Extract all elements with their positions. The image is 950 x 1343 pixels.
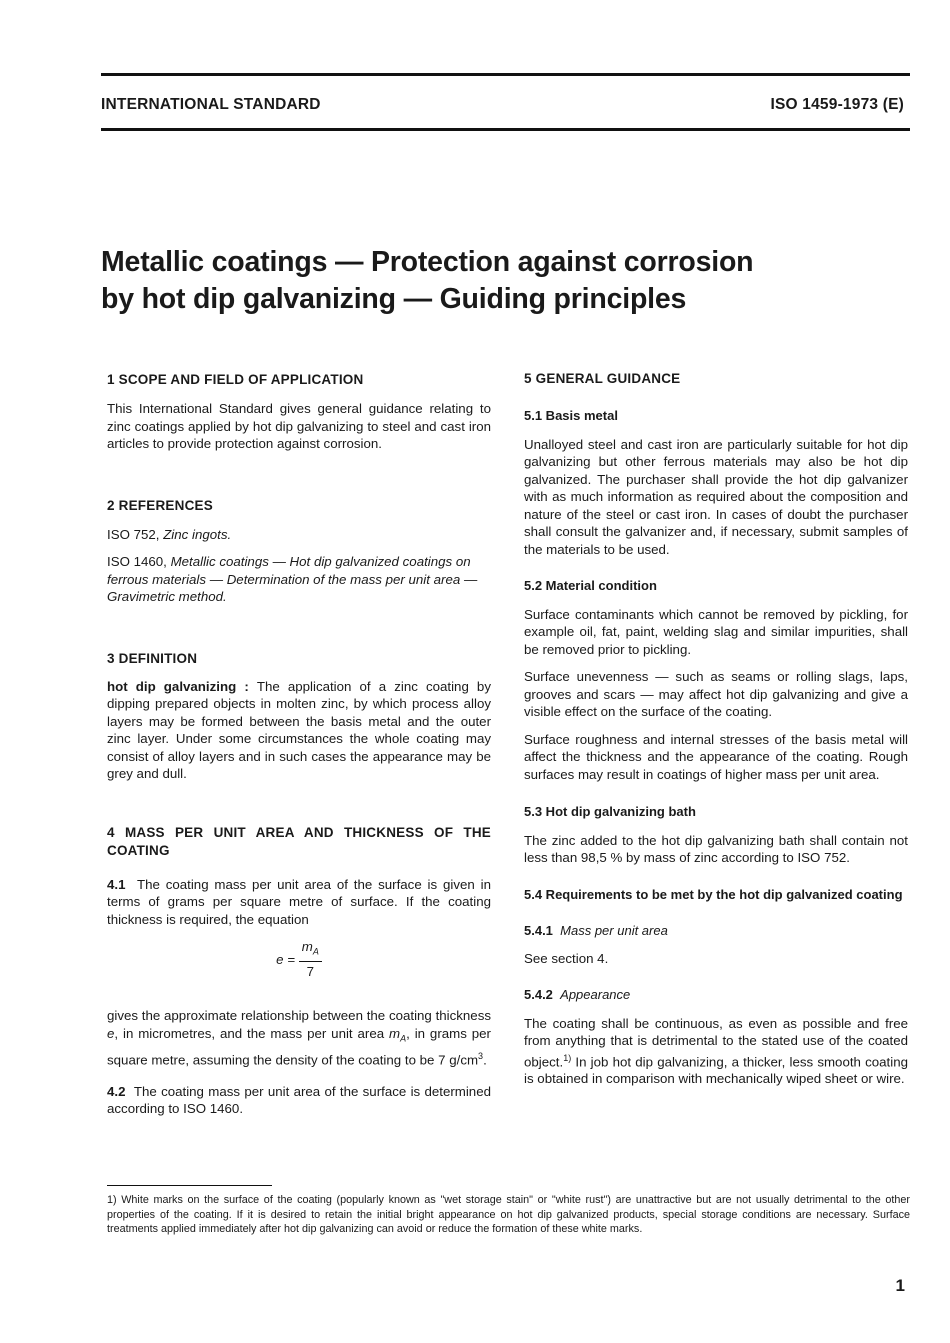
- clause-5-3-text: The zinc added to the hot dip galvanizing bath shall contain not less than 98,5 % by mass of zinc according to ISO 752.: [524, 832, 908, 865]
- clause-5-2-paragraph-1: Surface contaminants which cannot be removed by pickling, for example oil, fat, paint, welding slag and similar impurities, shall be removed prior to pickling.: [524, 606, 908, 657]
- clause-4-1-text: 4.1 The coating mass per unit area of the surface is given in terms of grams per square metre of surface. If the coating thickness is required, the equation: [107, 876, 491, 927]
- footnote-1: 1) White marks on the surface of the coating (popularly known as "wet storage stain" or "white rust") are unattractive but are not usually detrimental to the other properties of the coating. If it is desired to retain the initial bright appearance on hot dip galvanized products, special storage conditions are necessary. Surface treatments applied immediately after hot dip galvanizing can avoid or reduce the formation of these white marks.: [107, 1194, 910, 1235]
- clause-5-4-1-text: See section 4.: [524, 950, 609, 966]
- clause-4-2-text: 4.2 The coating mass per unit area of the surface is determined according to ISO 1460.: [107, 1083, 491, 1117]
- header-bottom-rule: [101, 128, 910, 131]
- section-3-heading: 3 DEFINITION: [107, 650, 198, 666]
- section-2-heading: 2 REFERENCES: [107, 497, 213, 513]
- footnote-rule: [107, 1185, 272, 1186]
- clause-5-4-1-heading: 5.4.1 Mass per unit area: [524, 923, 668, 938]
- thickness-equation: [107, 938, 491, 993]
- clause-4-1-continuation: gives the approximate relationship between the coating thickness e, in micrometres, and the mass per unit area $m_A$, in grams per square metre, assuming the density of the coating to be 7 $g/cm^3$.: [107, 1008, 491, 1068]
- defined-term: hot dip galvanizing :: [107, 678, 257, 694]
- clause-5-4-2-heading: 5.4.2 Appearance: [524, 987, 631, 1002]
- equation-denominator: 7: [306, 963, 314, 979]
- clause-5-4-2-text: The coating shall be continuous, as even as possible and free from anything that is detrimental to the stated use of the coated object.$^{1)}$ In job hot dip galvanizing, a thicker, less smooth coating is obtained in comparison with mechanically wiped sheet or wire.: [524, 1015, 908, 1087]
- header-standard-label: INTERNATIONAL STANDARD: [101, 96, 321, 113]
- footnote-reference: 1): [563, 1052, 572, 1063]
- section-3-definition: hot dip galvanizing : The application of a zinc coating by dipping prepared objects in molten zinc, by which process alloy layers may be formed between the basis metal and the outer zinc layer. Under some circumstances the whole coating may consist of alloy layers and in such cases the appearance may be grey and dull.: [107, 678, 491, 781]
- left-column: [107, 367, 491, 1118]
- section-5-heading: 5 GENERAL GUIDANCE: [524, 371, 681, 386]
- title-line-1: Metallic coatings — Protection against corrosion: [101, 246, 754, 278]
- clause-5-1-heading: 5.1 Basis metal: [524, 408, 618, 423]
- page-number: 1: [895, 1276, 905, 1295]
- page-title: [101, 244, 861, 318]
- header-document-number: ISO 1459-1973 (E): [770, 96, 904, 113]
- clause-5-2-heading: 5.2 Material condition: [524, 578, 657, 593]
- equation-fraction: [299, 938, 322, 982]
- section-4-heading: 4 MASS PER UNIT AREA AND THICKNESS OF THE COATING: [107, 824, 491, 858]
- clause-5-3-heading: 5.3 Hot dip galvanizing bath: [524, 804, 696, 819]
- title-line-2: by hot dip galvanizing — Guiding principles: [101, 283, 687, 315]
- reference-iso-752: ISO 752, Zinc ingots.: [107, 526, 232, 542]
- section-1-heading: 1 SCOPE AND FIELD OF APPLICATION: [107, 372, 364, 387]
- reference-iso-1460: ISO 1460, Metallic coatings — Hot dip galvanized coatings on ferrous materials — Determination of the mass per unit area — Gravimetric method.: [107, 554, 478, 604]
- clause-5-2-paragraph-2: Surface unevenness — such as seams or rolling slags, laps, grooves and scars — may affect hot dip galvanizing and give a visible effect on the surface of the coating.: [524, 669, 908, 719]
- header-top-rule: [101, 73, 910, 76]
- equation-lhs: e =: [276, 952, 296, 968]
- equation-numerator: $m_A$: [299, 938, 322, 962]
- right-column: [524, 367, 908, 1088]
- clause-5-4-heading: 5.4 Requirements to be met by the hot dip galvanized coating: [524, 886, 903, 902]
- clause-5-2-paragraph-3: Surface roughness and internal stresses of the basis metal will affect the thickness and the appearance of the coating. Rough surfaces may result in coatings of higher mass per unit area.: [524, 731, 908, 782]
- clause-5-1-text: Unalloyed steel and cast iron are particularly suitable for hot dip galvanizing but other ferrous materials may also be hot dip galvanized. The purchaser shall provide the hot dip galvanizer with as much information as required about the composition and nature of the steel or cast iron. In cases of doubt the purchaser shall consult the galvanizer and, if necessary, submit samples of the materials to be used.: [524, 436, 908, 557]
- section-1-text: This International Standard gives general guidance relating to zinc coatings applied by hot dip galvanizing to steel and cast iron articles to provide protection against corrosion.: [107, 401, 491, 451]
